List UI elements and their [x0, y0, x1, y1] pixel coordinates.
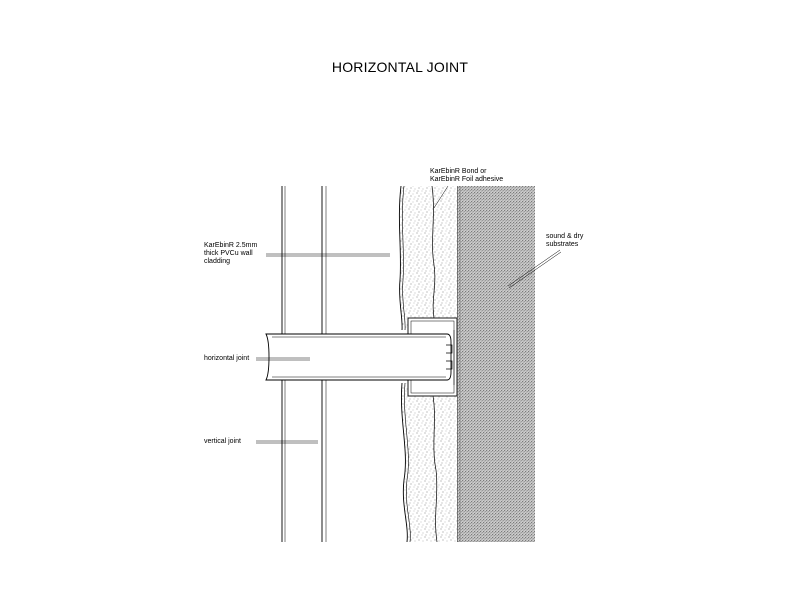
horizontal-joint-label: horizontal joint: [204, 355, 250, 362]
vertical-joint-label: vertical joint: [204, 438, 241, 445]
horizontal-joint-profile: [266, 318, 457, 396]
cladding-label: KarEbinR 2.5mm thick PVCu wall cladding: [204, 242, 258, 265]
drawing-title: HORIZONTAL JOINT: [331, 59, 469, 75]
adhesive-label: KarEbinR Bond or KarEbinR Foil adhesive: [430, 168, 504, 183]
substrate-label: sound & dry substrates: [546, 233, 584, 248]
substrate-wall: [457, 186, 535, 542]
